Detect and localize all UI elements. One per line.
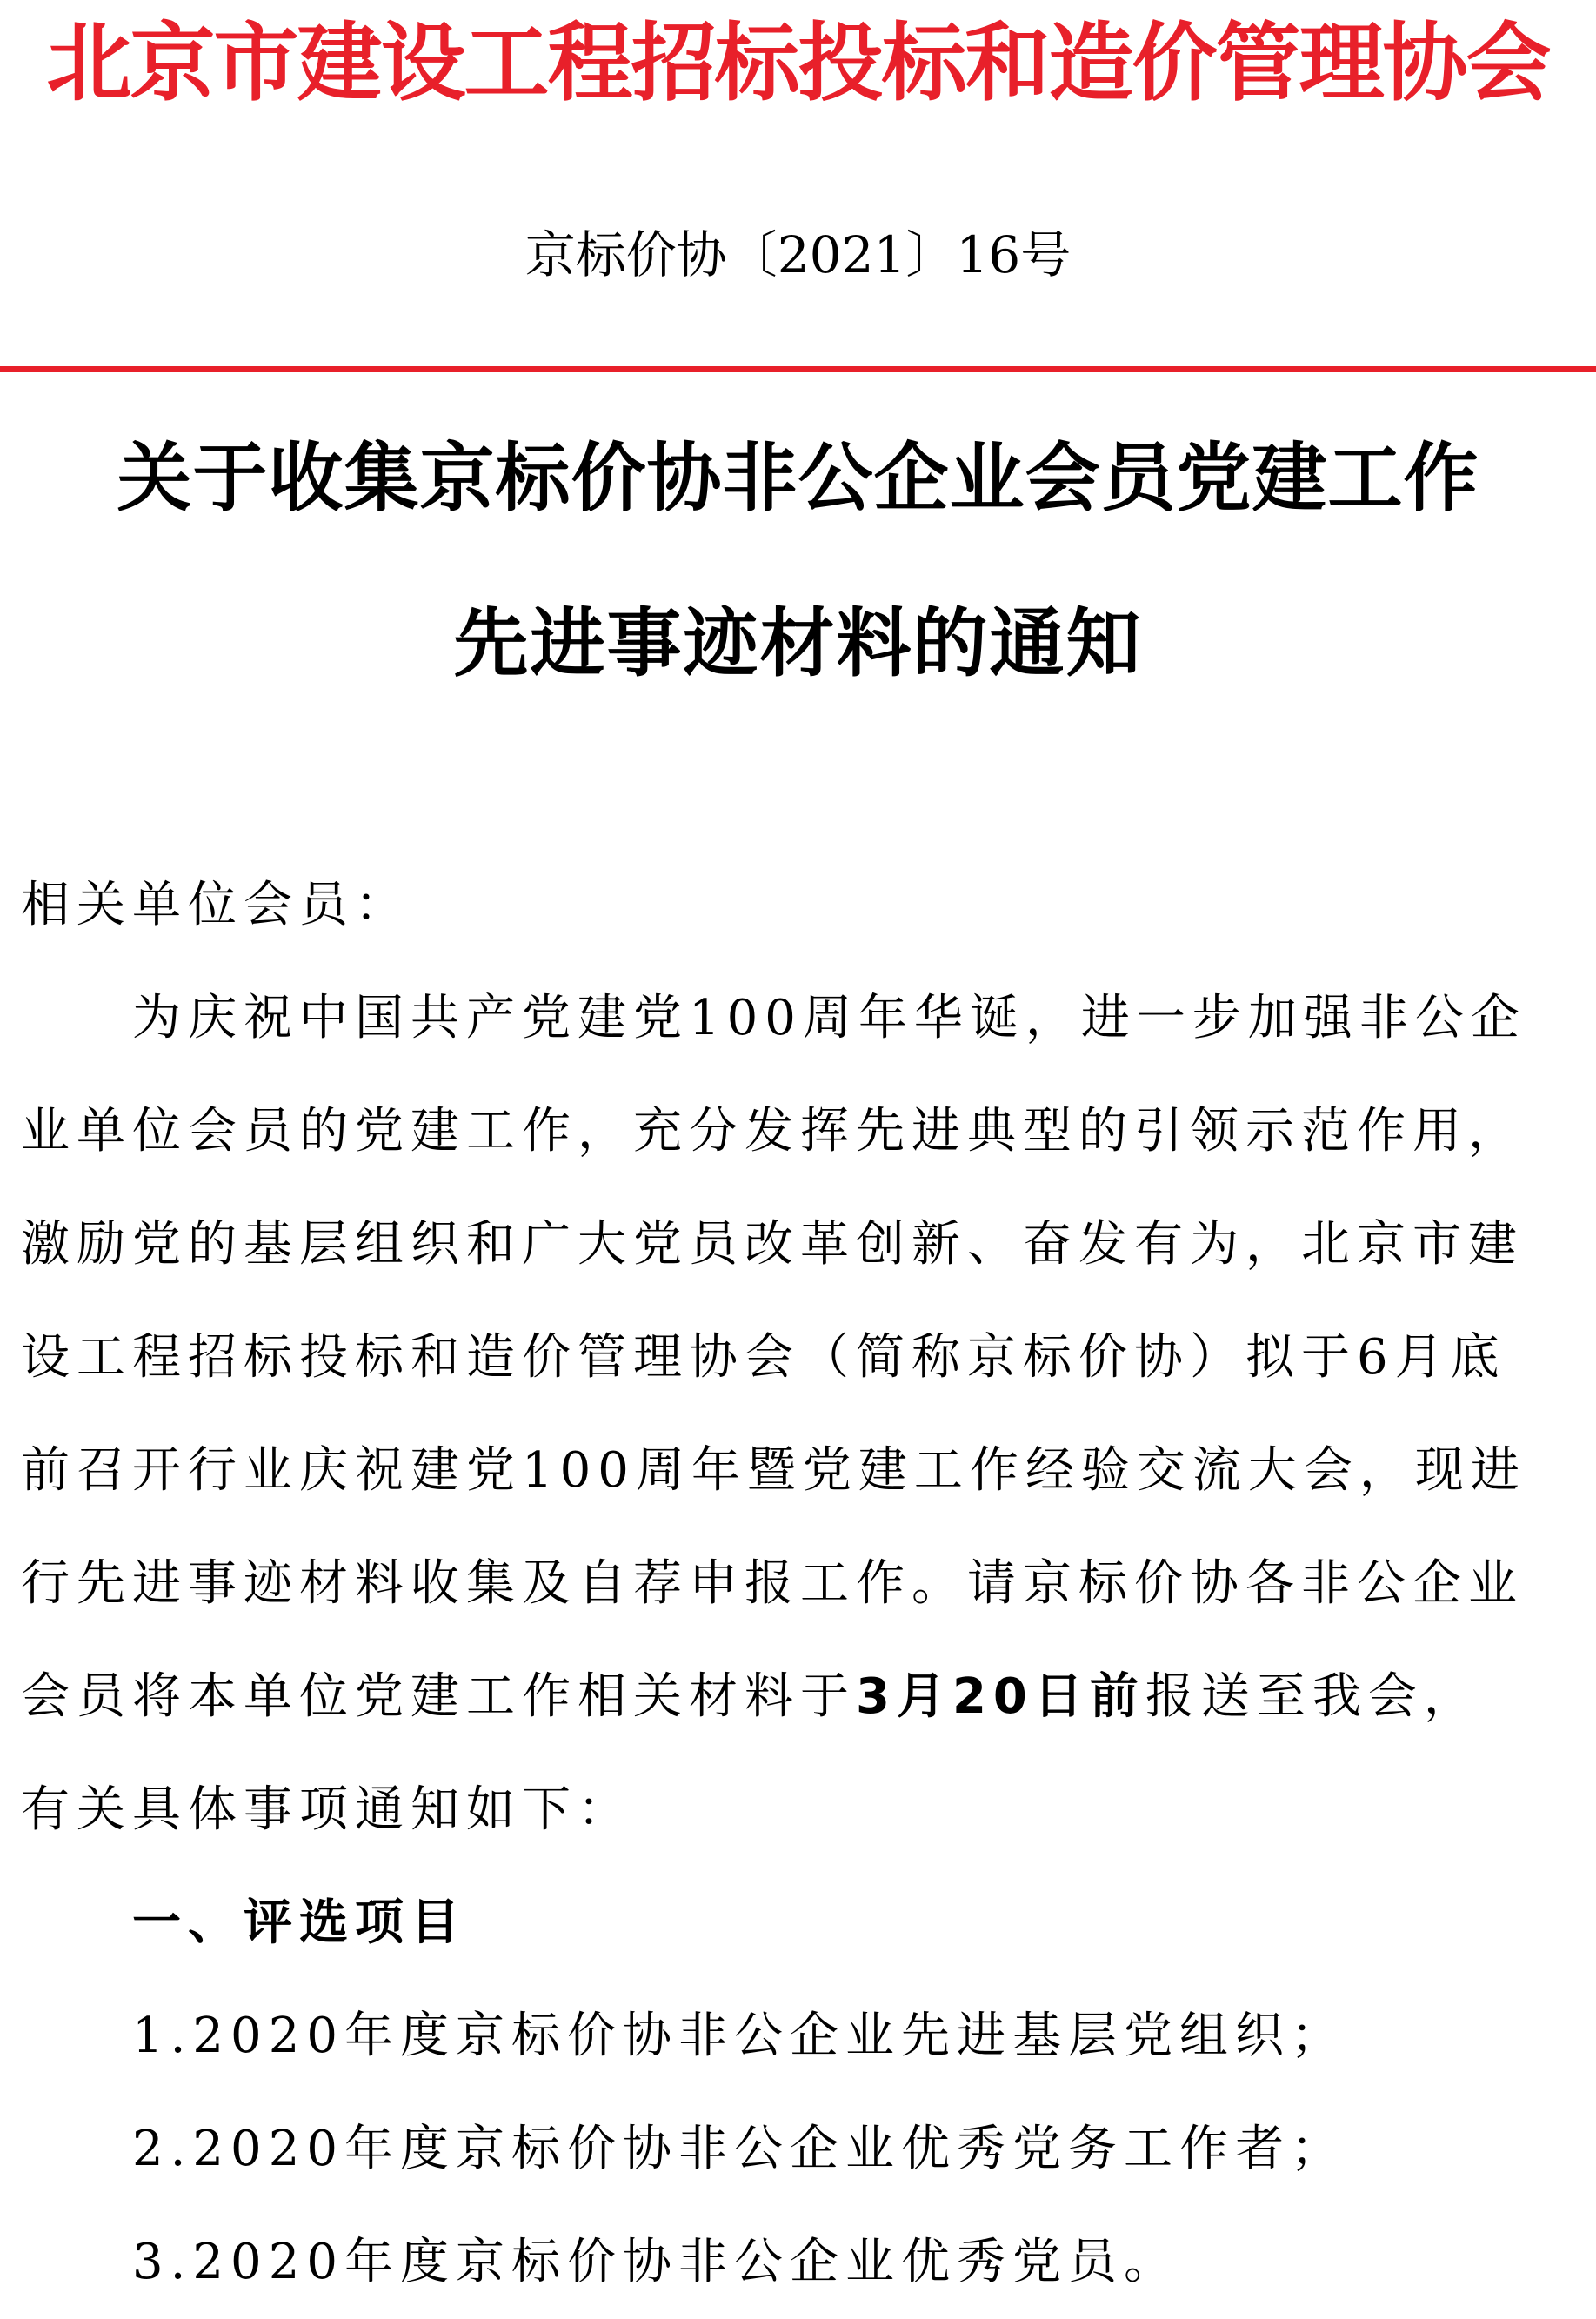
notice-title-line-1: 关于收集京标价协非公企业会员党建工作 [117, 435, 1479, 522]
deadline-text-after: 报送至我会， [1145, 1668, 1479, 1725]
paragraph-line: 设工程招标投标和造价管理协会（简称京标价协）拟于6月底 [21, 1329, 1506, 1386]
list-item: 2.2020年度京标价协非公企业优秀党务工作者； [132, 2121, 1346, 2177]
organization-title: 北京市建设工程招标投标和造价管理协会 [46, 13, 1550, 113]
document-number: 京标价协〔2021〕16号 [524, 225, 1072, 284]
paragraph-line: 激励党的基层组织和广大党员改革创新、奋发有为，北京市建 [21, 1216, 1524, 1273]
deadline-line [21, 1641, 1578, 1754]
section-heading: 一、评选项目 [132, 1895, 466, 1951]
deadline-date: 3月20日前 [856, 1668, 1145, 1725]
paragraph-line: 业单位会员的党建工作，充分发挥先进典型的引领示范作用， [21, 1103, 1524, 1160]
header-divider [0, 366, 1596, 372]
notice-body [21, 849, 1578, 2319]
paragraph-line: 行先进事迹材料收集及自荐申报工作。请京标价协各非公企业 [21, 1555, 1524, 1612]
list-item: 1.2020年度京标价协非公企业先进基层党组织； [132, 2008, 1346, 2064]
paragraph-line: 前召开行业庆祝建党100周年暨党建工作经验交流大会，现进 [21, 1442, 1526, 1499]
deadline-text-before: 会员将本单位党建工作相关材料于 [21, 1668, 856, 1725]
paragraph-line: 为庆祝中国共产党建党100周年华诞，进一步加强非公企 [132, 990, 1526, 1046]
notice-title-line-2: 先进事迹材料的通知 [453, 600, 1143, 687]
closing-line: 有关具体事项通知如下： [21, 1781, 633, 1838]
salutation: 相关单位会员： [21, 877, 411, 933]
list-item: 3.2020年度京标价协非公企业优秀党员。 [132, 2234, 1179, 2290]
